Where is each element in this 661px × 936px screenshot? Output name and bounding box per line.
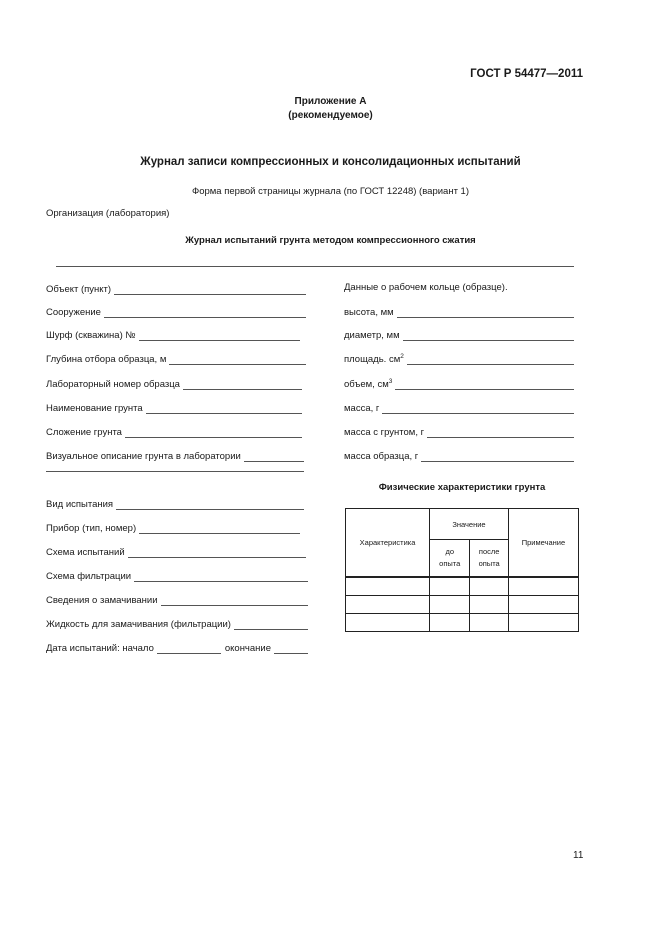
soil-composition-label: Сложение грунта xyxy=(46,427,122,438)
mass-with-soil-label: масса с грунтом, г xyxy=(344,427,425,438)
volume-label: объем, $см^3$ xyxy=(344,377,393,390)
area-label: площадь. $см^2$ xyxy=(344,352,404,365)
test-type-label: Вид испытания xyxy=(46,499,114,510)
liquid-field[interactable] xyxy=(46,617,308,630)
table-cell[interactable] xyxy=(470,614,508,632)
section-title: Журнал испытаний грунта методом компрессионного сжатия xyxy=(185,235,476,246)
pit-field[interactable] xyxy=(46,328,300,341)
form-subtitle: Форма первой страницы журнала (по ГОСТ 12248) (вариант 1) xyxy=(191,186,470,197)
soaking-blank[interactable] xyxy=(161,595,308,606)
object-blank[interactable] xyxy=(114,284,306,295)
soil-name-label: Наименование грунта xyxy=(46,403,143,414)
filtration-label: Схема фильтрации xyxy=(46,571,132,582)
diameter-label: диаметр, мм xyxy=(344,330,400,341)
ring-data-label: Данные о рабочем кольце (образце). xyxy=(344,282,508,293)
mass-with-soil-field[interactable] xyxy=(344,425,574,438)
before-test-header: до опыта xyxy=(430,540,470,578)
test-type-field[interactable] xyxy=(46,497,304,510)
lab-number-label: Лабораторный номер образца xyxy=(46,379,180,390)
soaking-label: Сведения о замачивании xyxy=(46,595,158,606)
sample-mass-blank[interactable] xyxy=(421,451,574,462)
structure-blank[interactable] xyxy=(104,307,306,318)
depth-blank[interactable] xyxy=(169,354,306,365)
device-label: Прибор (тип, номер) xyxy=(46,523,137,534)
visual-description-blank[interactable] xyxy=(244,451,304,462)
header-blank-line[interactable] xyxy=(56,266,574,267)
appendix-label: Приложение А xyxy=(294,96,367,107)
device-blank[interactable] xyxy=(139,523,300,534)
after-test-header: после опыта xyxy=(470,540,508,578)
structure-field[interactable] xyxy=(46,305,306,318)
visual-description-field[interactable] xyxy=(46,449,304,462)
pit-label: Шурф (скважина) № xyxy=(46,330,136,341)
volume-field[interactable] xyxy=(344,377,574,390)
test-date-end-blank[interactable] xyxy=(274,643,308,654)
table-row xyxy=(346,577,579,596)
test-dates-field[interactable] xyxy=(46,641,308,654)
page-number: 11 xyxy=(573,850,584,861)
table-cell[interactable] xyxy=(346,596,430,614)
filtration-blank[interactable] xyxy=(134,571,308,582)
table-cell[interactable] xyxy=(508,577,578,596)
depth-field[interactable] xyxy=(46,352,306,365)
table-cell[interactable] xyxy=(430,577,470,596)
soil-composition-blank[interactable] xyxy=(125,427,302,438)
page-title: Журнал записи компрессионных и консолидационных испытаний xyxy=(140,156,521,168)
lab-number-blank[interactable] xyxy=(183,379,302,390)
soil-composition-field[interactable] xyxy=(46,425,302,438)
table-cell[interactable] xyxy=(430,614,470,632)
scheme-label: Схема испытаний xyxy=(46,547,125,558)
table-cell[interactable] xyxy=(508,596,578,614)
diameter-field[interactable] xyxy=(344,328,574,341)
height-blank[interactable] xyxy=(397,307,574,318)
visual-description-label: Визуальное описание грунта в лаборатории xyxy=(46,451,241,462)
appendix-status: (рекомендуемое) xyxy=(288,110,373,121)
depth-label: Глубина отбора образца, м xyxy=(46,354,167,365)
area-blank[interactable] xyxy=(407,354,574,365)
table-row xyxy=(346,614,579,632)
table-cell[interactable] xyxy=(430,596,470,614)
soil-name-blank[interactable] xyxy=(146,403,302,414)
standard-number: ГОСТ Р 54477—2011 xyxy=(470,68,583,80)
test-date-end-label: окончание xyxy=(224,643,272,654)
structure-label: Сооружение xyxy=(46,307,101,318)
volume-blank[interactable] xyxy=(395,379,574,390)
object-label: Объект (пункт) xyxy=(46,284,112,295)
test-date-start-blank[interactable] xyxy=(157,643,221,654)
mass-with-soil-blank[interactable] xyxy=(427,427,574,438)
filtration-field[interactable] xyxy=(46,569,308,582)
object-field[interactable] xyxy=(46,282,306,295)
table-cell[interactable] xyxy=(346,577,430,596)
table-cell[interactable] xyxy=(346,614,430,632)
scheme-field[interactable] xyxy=(46,545,306,558)
visual-description-extra-line[interactable] xyxy=(46,471,304,472)
characteristic-header: Характеристика xyxy=(346,509,430,578)
scheme-blank[interactable] xyxy=(128,547,306,558)
area-field[interactable] xyxy=(344,352,574,365)
table-row xyxy=(346,596,579,614)
organization-label: Организация (лаборатория) xyxy=(46,208,170,219)
device-field[interactable] xyxy=(46,521,300,534)
liquid-label: Жидкость для замачивания (фильтрации) xyxy=(46,619,231,630)
test-type-blank[interactable] xyxy=(116,499,304,510)
sample-mass-field[interactable] xyxy=(344,449,574,462)
properties-table-title: Физические характеристики грунта xyxy=(378,482,546,493)
table-cell[interactable] xyxy=(508,614,578,632)
height-label: высота, мм xyxy=(344,307,394,318)
pit-blank[interactable] xyxy=(139,330,300,341)
note-header: Примечание xyxy=(508,509,578,578)
table-cell[interactable] xyxy=(470,577,508,596)
mass-label: масса, г xyxy=(344,403,380,414)
mass-field[interactable] xyxy=(344,401,574,414)
sample-mass-label: масса образца, г xyxy=(344,451,419,462)
soaking-field[interactable] xyxy=(46,593,308,606)
test-date-start-label: Дата испытаний: начало xyxy=(46,643,154,654)
soil-name-field[interactable] xyxy=(46,401,302,414)
mass-blank[interactable] xyxy=(382,403,574,414)
height-field[interactable] xyxy=(344,305,574,318)
value-header: Значение xyxy=(430,509,509,540)
lab-number-field[interactable] xyxy=(46,377,302,390)
liquid-blank[interactable] xyxy=(234,619,308,630)
properties-table xyxy=(345,508,579,632)
table-cell[interactable] xyxy=(470,596,508,614)
diameter-blank[interactable] xyxy=(403,330,574,341)
